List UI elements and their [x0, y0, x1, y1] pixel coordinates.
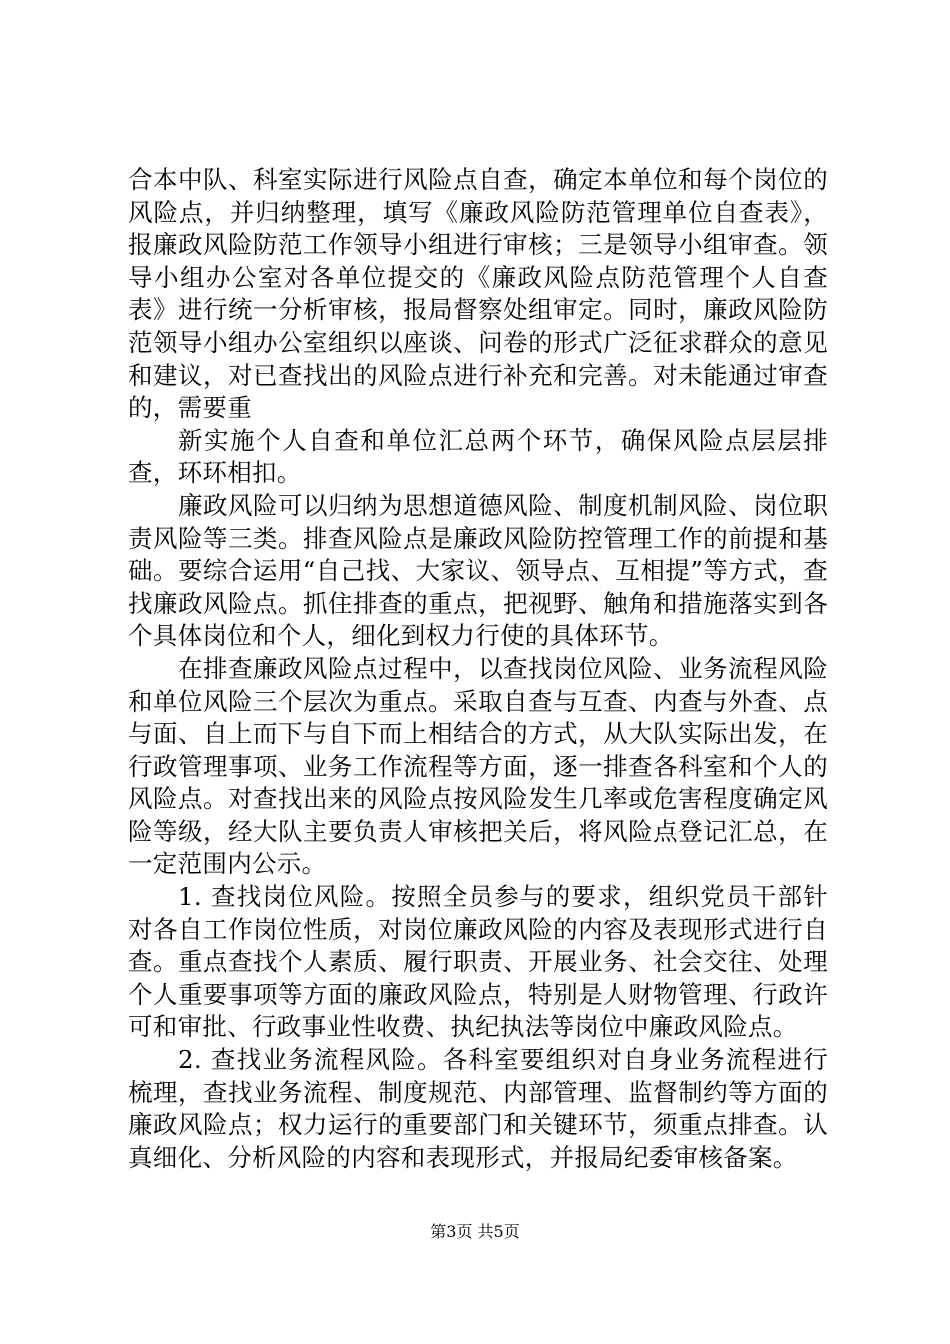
- page-number-footer: 第3页 共5页: [430, 1222, 520, 1241]
- paragraph-risk-investigation: 在排查廉政风险点过程中，以查找岗位风险、业务流程风险和单位风险三个层次为重点。采取自查与互查、内查与外查、点与面、自上而下与自下而上相结合的方式，从大队实际出发，在行政管理事项、业务工作流程等方面，逐一排查各科室和个人的风险点。对查找出来的风险点按风险发生几率或危害程度确定风险等级，经大队主要负责人审核把关后，将风险点登记汇总，在一定范围内公示。: [128, 653, 828, 879]
- document-body: [128, 164, 828, 1174]
- paragraph-continuation: 合本中队、科室实际进行风险点自查，确定本单位和每个岗位的风险点，并归纳整理，填写《廉政风险防范管理单位自查表》，报廉政风险防范工作领导小组进行审核；三是领导小组审查。领导小组办公室对各单位提交的《廉政风险点防范管理个人自查表》进行统一分析审核，报局督察处组审定。同时，廉政风险防范领导小组办公室组织以座谈、问卷的形式广泛征求群众的意见和建议，对已查找出的风险点进行补充和完善。对未能通过审查的，需要重: [128, 165, 828, 423]
- paragraph-process-risk: 2. 查找业务流程风险。各科室要组织对自身业务流程进行梳理，查找业务流程、制度规范、内部管理、监督制约等方面的廉政风险点；权力运行的重要部门和关键环节，须重点排查。认真细化、分析风险的内容和表现形式，并报局纪委审核备案。: [128, 1045, 828, 1172]
- paragraph-post-risk: 1. 查找岗位风险。按照全员参与的要求，组织党员干部针对各自工作岗位性质，对岗位廉政风险的内容及表现形式进行自查。重点查找个人素质、履行职责、开展业务、社会交往、处理个人重要事项等方面的廉政风险点，特别是人财物管理、行政许可和审批、行政事业性收费、执纪执法等岗位中廉政风险点。: [128, 882, 828, 1042]
- paragraph-self-check-summary: 新实施个人自查和单位汇总两个环节，确保风险点层层排查，环环相扣。: [128, 425, 828, 488]
- paragraph-risk-categories: 廉政风险可以归纳为思想道德风险、制度机制风险、岗位职责风险等三类。排查风险点是廉政风险防控管理工作的前提和基础。要综合运用“自己找、大家议、领导点、互相提”等方式，查找廉政风险点。抓住排查的重点，把视野、触角和措施落实到各个具体岗位和个人，细化到权力行使的具体环节。: [128, 490, 828, 651]
